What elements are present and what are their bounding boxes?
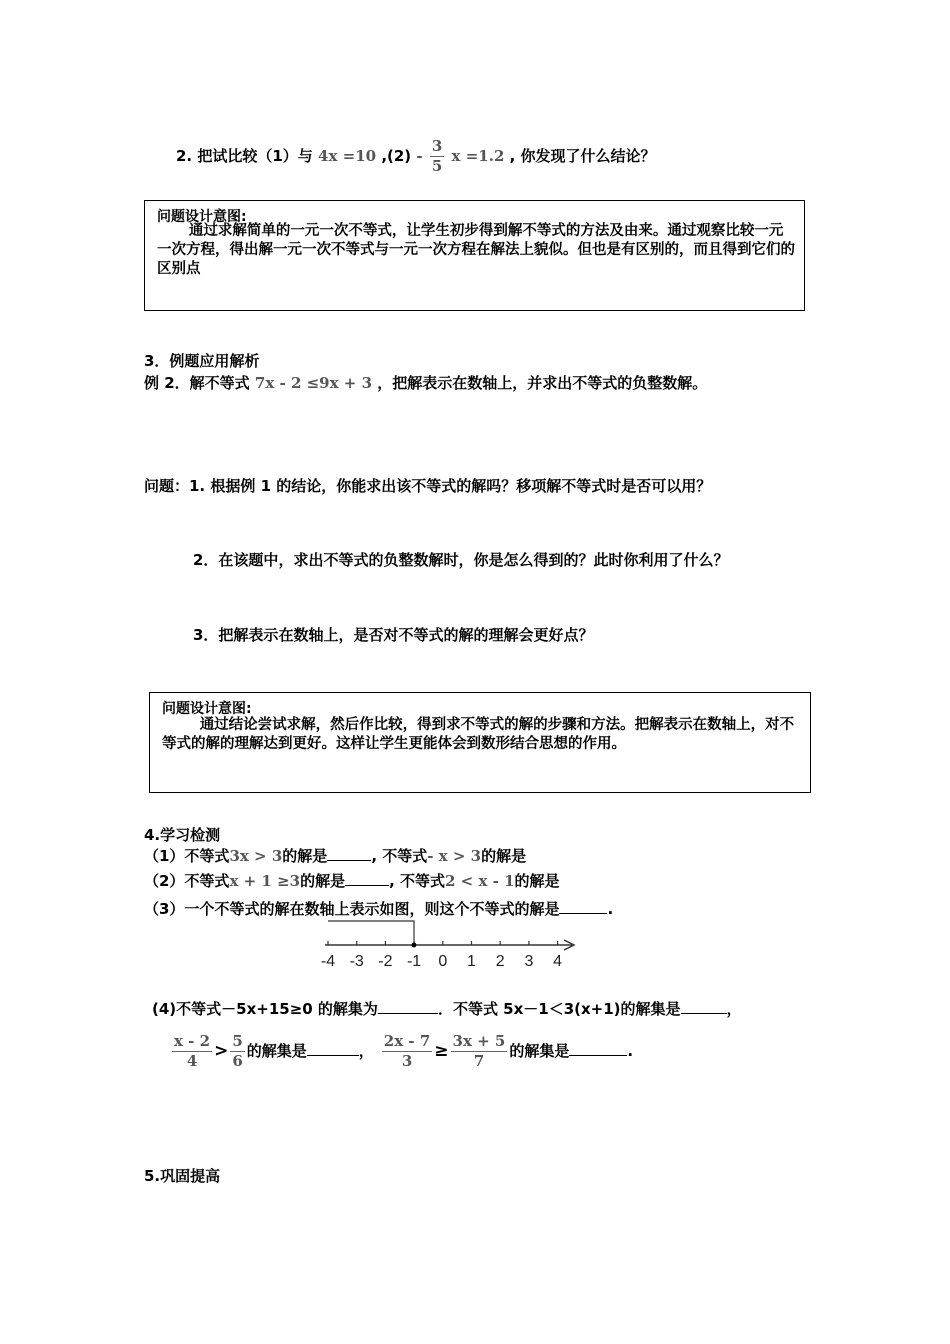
item2-math-1: x + 1 ≥3	[229, 872, 301, 890]
item1-blank-1[interactable]	[327, 846, 371, 861]
q2-frac-num: 3	[431, 137, 443, 155]
section3-heading: 3．例题应用解析	[144, 352, 260, 370]
section5-heading: 5.巩固提高	[144, 1167, 221, 1185]
item2-text-d: 的解是	[514, 872, 560, 890]
item4-text-b: ．不等式 5x－1＜3(x+1)的解集是	[437, 1000, 681, 1018]
frac3-den: 3	[401, 1052, 413, 1070]
item5-text-b: 的解集是	[509, 1042, 570, 1060]
frac-4	[451, 1032, 508, 1071]
solution-bracket	[328, 921, 414, 945]
frac2-num: 5	[232, 1032, 243, 1050]
example2-prefix: 例 2．解不等式	[144, 374, 250, 392]
frac-3	[382, 1032, 433, 1071]
box2-label: 问题设计意图:	[162, 701, 252, 717]
check-item-1	[144, 846, 526, 866]
item1-text-d: 的解是	[481, 847, 527, 865]
frac3-num: 2x - 7	[383, 1032, 431, 1050]
item1-text-a: （1）不等式	[144, 847, 230, 865]
design-intent-box-2	[149, 692, 811, 793]
number-line-label: 2	[495, 953, 505, 970]
frac1-den: 4	[186, 1052, 198, 1070]
item2-text-c: , 不等式	[389, 872, 446, 890]
number-line-label: 3	[524, 953, 534, 970]
example2-suffix: ，把解表示在数轴上，并求出不等式的负整数解。	[377, 374, 708, 392]
item1-math-2: - x > 3	[427, 847, 482, 865]
frac-1	[172, 1032, 212, 1071]
frac1-num: x - 2	[174, 1032, 211, 1050]
item5-blank-2[interactable]	[569, 1041, 627, 1056]
question-3: 3．把解表示在数轴上，是否对不等式的解的理解会更好点？	[193, 626, 594, 644]
number-line-label: 1	[467, 953, 476, 970]
item1-math-1: 3x > 3	[229, 847, 283, 865]
solution-endpoint	[412, 943, 417, 948]
item4-blank-1[interactable]	[378, 999, 438, 1014]
q2-neg: -	[416, 147, 423, 165]
item5-text-a: 的解集是	[246, 1042, 307, 1060]
number-line-label: -2	[378, 953, 393, 970]
q2-eq2: x =1.2	[451, 147, 505, 165]
box1-label: 问题设计意图:	[157, 209, 247, 225]
box2-text: 通过结论尝试求解，然后作比较，得到求不等式的解的步骤和方法。把解表示在数轴上，对不等式的解的理解达到更好。这样让学生更能体会到数形结合思想的作用。	[162, 717, 795, 752]
section4-heading: 4.学习检测	[144, 826, 221, 844]
item5-comma: ，	[358, 1042, 374, 1060]
item5-blank-1[interactable]	[307, 1041, 359, 1056]
q2-fraction	[430, 137, 444, 176]
number-line-label: -3	[349, 953, 364, 970]
item3-text: （3）一个不等式的解在数轴上表示如图，则这个不等式的解是	[144, 900, 560, 918]
item2-text-b: 的解是	[300, 872, 346, 890]
q2-line	[176, 137, 656, 176]
item4-text-a: (4)不等式－5x+15≥0 的解集为	[152, 1000, 378, 1018]
frac-2	[230, 1032, 244, 1071]
item2-math-2: 2 < x - 1	[445, 872, 515, 890]
frac4-den: 7	[473, 1052, 485, 1070]
question-2: 2．在该题中，求出不等式的负整数解时，你是怎么得到的？此时你利用了什么？	[193, 551, 729, 569]
number-line-label: 0	[438, 953, 448, 970]
design-intent-box-1	[144, 200, 805, 311]
greater-equal: ≥	[434, 1041, 449, 1061]
example2-line	[144, 373, 707, 393]
check-item-4	[152, 999, 742, 1019]
item1-text-b: 的解是	[282, 847, 328, 865]
greater-than: >	[214, 1041, 229, 1061]
item4-text-c: ，	[726, 1000, 742, 1018]
question-1: 问题：1. 根据例 1 的结论，你能求出该不等式的解吗？移项解不等式时是否可以用？	[144, 477, 712, 495]
item2-blank-1[interactable]	[345, 871, 389, 886]
item2-text-a: （2）不等式	[144, 872, 230, 890]
frac2-den: 6	[232, 1052, 243, 1070]
item3-end: .	[607, 900, 614, 918]
check-item-5	[170, 1032, 633, 1071]
example2-inequality: 7x - 2 ≤9x + 3	[254, 374, 373, 392]
q2-sep: ,(2)	[381, 147, 412, 165]
number-line-label: -1	[406, 953, 422, 970]
q2-eq1: 4x =10	[318, 147, 377, 165]
check-item-2	[144, 871, 560, 891]
q2-suffix: , 你发现了什么结论？	[509, 147, 656, 165]
item1-text-c: , 不等式	[371, 847, 428, 865]
number-line-label: 4	[553, 953, 563, 970]
item3-blank[interactable]	[559, 899, 607, 914]
box1-text: 通过求解简单的一元一次不等式，让学生初步得到解不等式的方法及由来。通过观察比较一元一次方程，得出解一元一次不等式与一元一次方程在解法上貌似。但也是有区别的，而且得到它们的区别点	[157, 223, 795, 277]
q2-prefix: 2. 把试比较（1）与	[176, 147, 313, 165]
number-line	[310, 916, 590, 972]
item4-blank-2[interactable]	[681, 999, 727, 1014]
q2-frac-den: 5	[431, 157, 443, 175]
item5-end: .	[627, 1042, 634, 1060]
number-line-label: -4	[320, 953, 336, 970]
frac4-num: 3x + 5	[452, 1032, 506, 1050]
